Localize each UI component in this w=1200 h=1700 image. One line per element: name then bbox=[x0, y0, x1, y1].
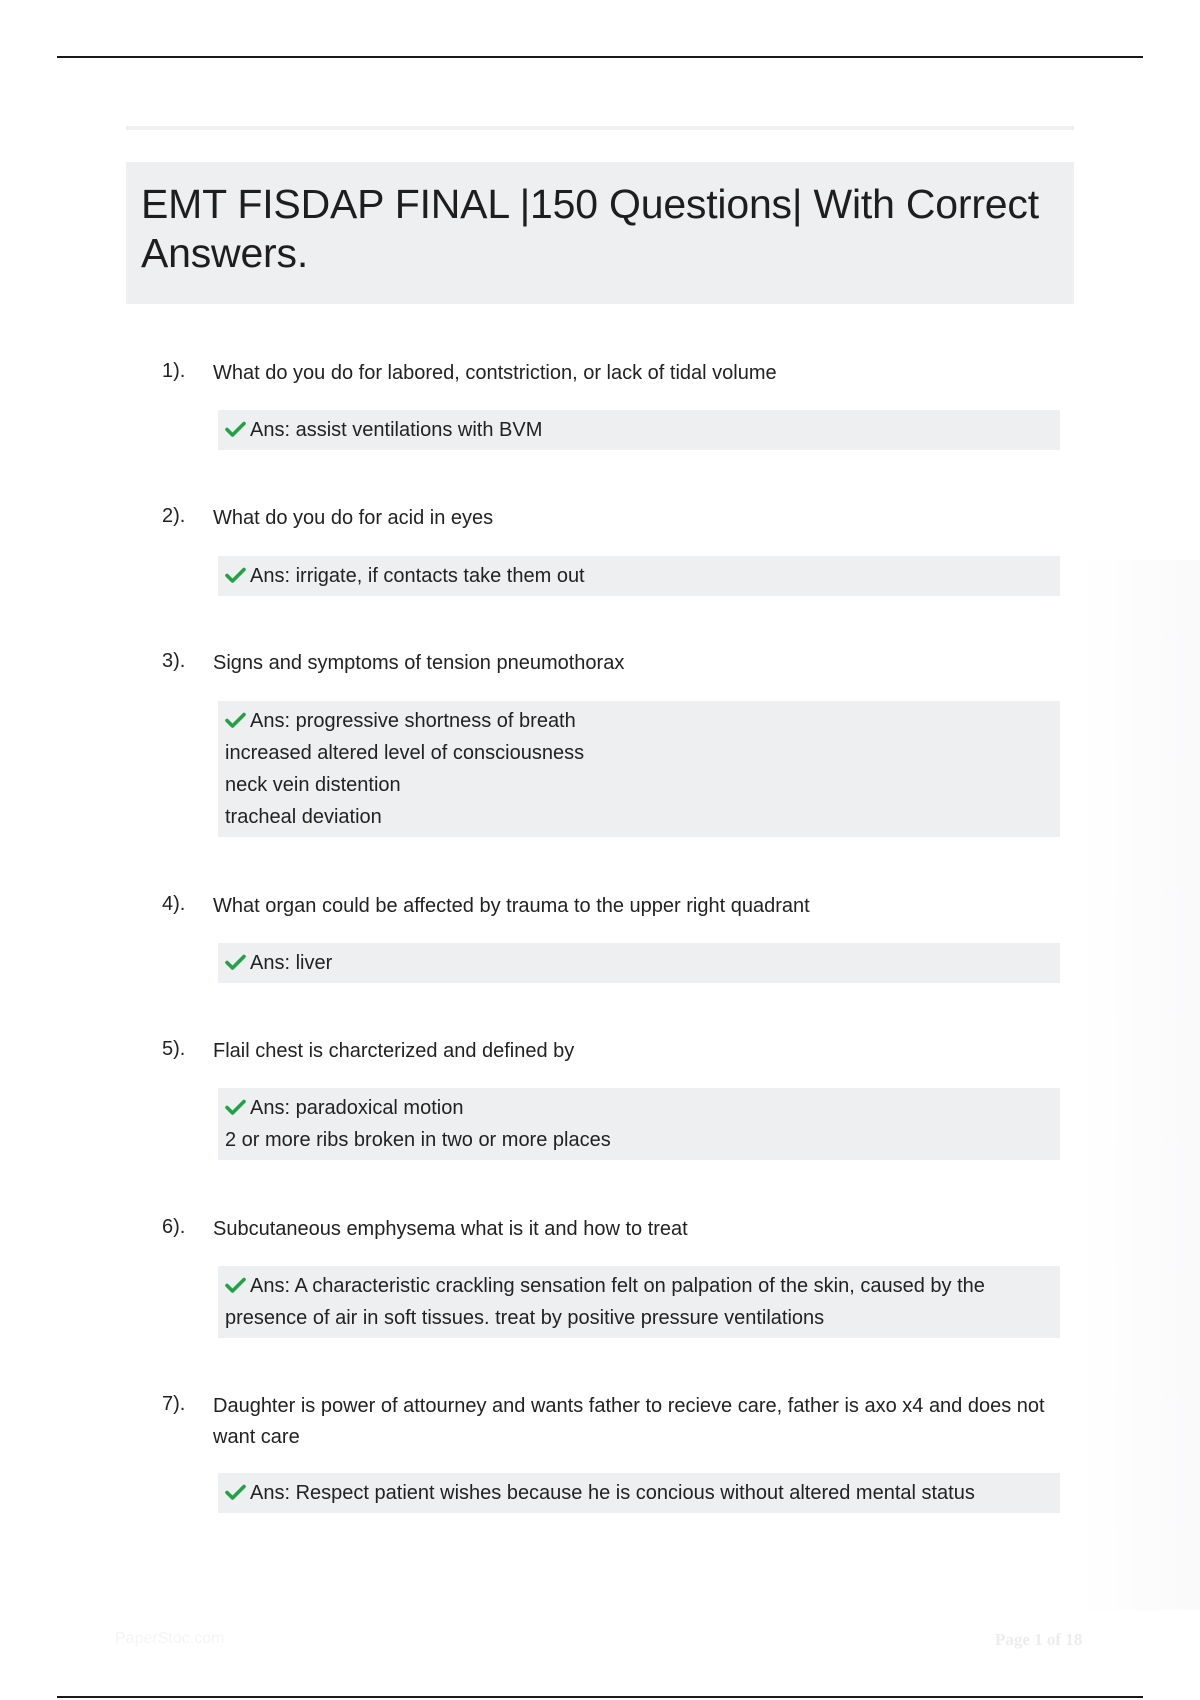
question-text: Subcutaneous emphysema what is it and how to treat bbox=[213, 1218, 688, 1240]
answer-line: tracheal deviation bbox=[225, 806, 382, 828]
checkmark-icon bbox=[225, 712, 246, 728]
header-divider bbox=[126, 126, 1074, 130]
answer-prefix: Ans: bbox=[250, 1482, 291, 1504]
question-number: 7). bbox=[162, 1393, 186, 1415]
answer-prefix: Ans: bbox=[250, 565, 291, 587]
question-number: 4). bbox=[162, 893, 186, 915]
answer-line: neck vein distention bbox=[225, 774, 401, 796]
answer-box bbox=[218, 556, 1060, 596]
answer-line: A characteristic crackling sensation felt on palpation of the skin, caused by the presence of air in soft tissues. treat by positive pressure ventilations bbox=[225, 1275, 985, 1329]
bottom-rule bbox=[57, 1696, 1143, 1698]
question-text: Daughter is power of attourney and wants father to recieve care, father is axo x4 and does not want care bbox=[213, 1395, 1045, 1448]
question-text: What do you do for labored, contstriction, or lack of tidal volume bbox=[213, 362, 777, 384]
checkmark-icon bbox=[225, 1277, 246, 1293]
answer-box bbox=[218, 943, 1060, 983]
question-text: What organ could be affected by trauma to the upper right quadrant bbox=[213, 895, 810, 917]
answer-line: paradoxical motion bbox=[295, 1097, 464, 1119]
checkmark-icon bbox=[225, 421, 246, 437]
checkmark-icon bbox=[225, 1484, 246, 1500]
answer-line: liver bbox=[295, 952, 333, 974]
page-number: Page 1 of 18 bbox=[995, 1630, 1083, 1649]
document-title: EMT FISDAP FINAL |150 Questions| With Correct Answers. bbox=[141, 181, 1039, 276]
question-number: 5). bbox=[162, 1038, 186, 1060]
answer-prefix: Ans: bbox=[250, 710, 291, 732]
page-shading bbox=[1080, 560, 1200, 1610]
question-number: 6). bbox=[162, 1216, 186, 1238]
title-box bbox=[126, 162, 1074, 304]
answer-box bbox=[218, 1088, 1060, 1160]
answer-box bbox=[218, 1266, 1060, 1338]
answer-line: progressive shortness of breath bbox=[295, 710, 576, 732]
answer-prefix: Ans: bbox=[250, 1275, 291, 1297]
watermark-text: PaperStoc.com bbox=[115, 1630, 225, 1647]
question-text: What do you do for acid in eyes bbox=[213, 507, 494, 529]
question-number: 2). bbox=[162, 505, 186, 527]
question-number: 1). bbox=[162, 360, 186, 382]
checkmark-icon bbox=[225, 1099, 246, 1115]
answer-line: assist ventilations with BVM bbox=[295, 419, 543, 441]
question-number: 3). bbox=[162, 650, 186, 672]
question-text: Flail chest is charcterized and defined by bbox=[213, 1040, 575, 1062]
answer-line: 2 or more ribs broken in two or more places bbox=[225, 1129, 611, 1151]
checkmark-icon bbox=[225, 567, 246, 583]
answer-prefix: Ans: bbox=[250, 1097, 291, 1119]
answer-prefix: Ans: bbox=[250, 419, 291, 441]
answer-line: irrigate, if contacts take them out bbox=[295, 565, 585, 587]
answer-prefix: Ans: bbox=[250, 952, 291, 974]
checkmark-icon bbox=[225, 954, 246, 970]
answer-line: Respect patient wishes because he is concious without altered mental status bbox=[295, 1482, 975, 1504]
answer-box bbox=[218, 1473, 1060, 1513]
top-rule bbox=[57, 56, 1143, 58]
answer-box bbox=[218, 701, 1060, 837]
answer-line: increased altered level of consciousness bbox=[225, 742, 585, 764]
answer-box bbox=[218, 410, 1060, 450]
question-text: Signs and symptoms of tension pneumothorax bbox=[213, 652, 625, 674]
